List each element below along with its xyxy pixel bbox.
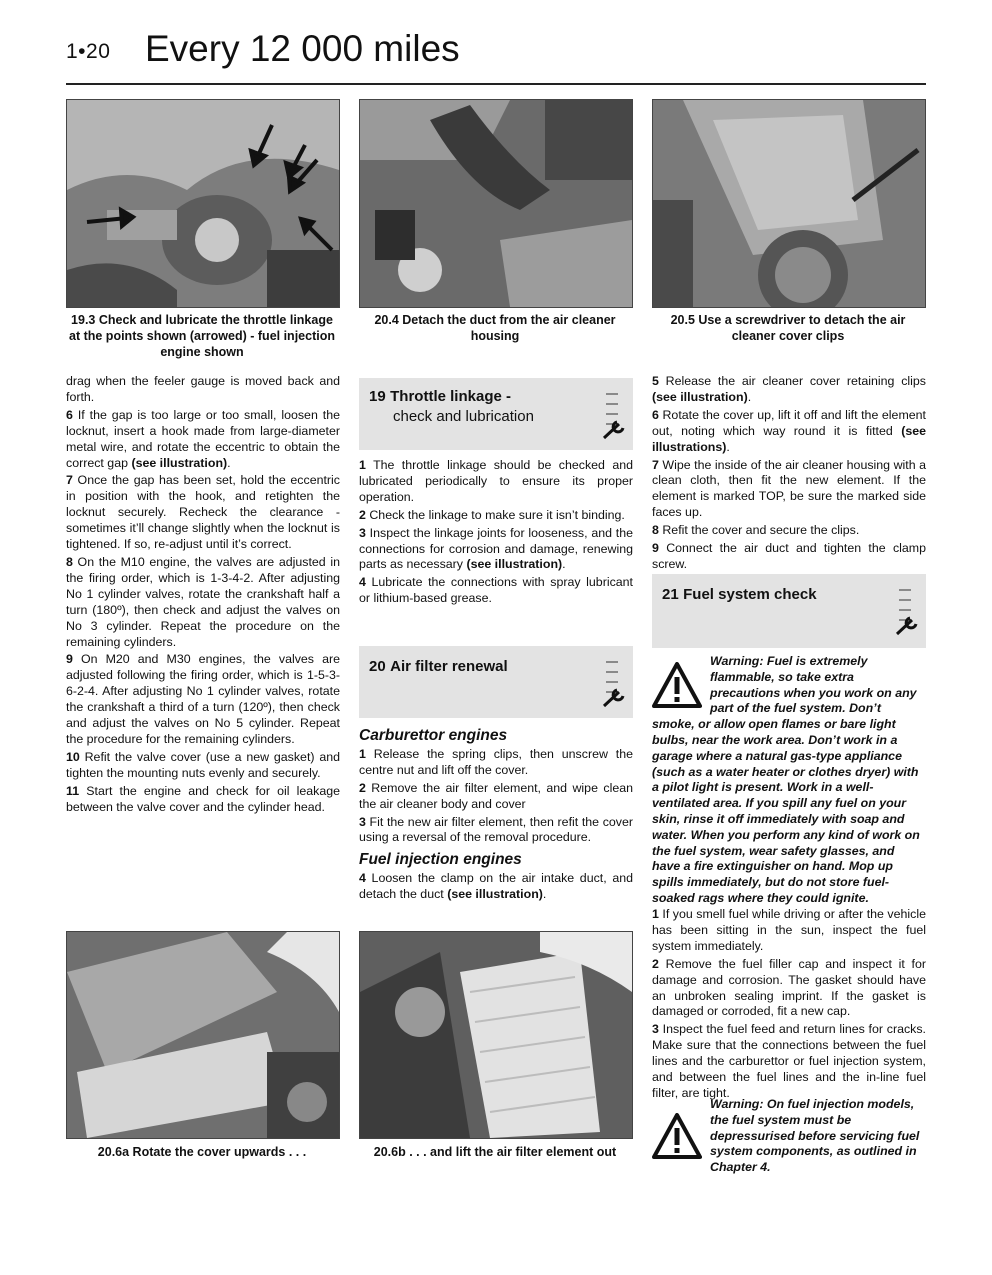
illustration-reference: (see illustration): [447, 887, 543, 902]
paragraph-number: 11: [66, 783, 80, 798]
text-column-3a: [652, 374, 926, 575]
paragraph: [359, 781, 633, 813]
paragraph-number: 3: [359, 814, 366, 829]
punctuation: .: [747, 389, 752, 404]
paragraph: [652, 408, 926, 456]
paragraph: [359, 815, 633, 847]
paragraph: [359, 575, 633, 607]
paragraph-text: Inspect the fuel feed and return lines for cracks. Make sure that the connections between the fuel lines and the carburettor or fuel injection system, and between the fuel lines and the in-line fuel filter, are tight.: [652, 1022, 926, 1100]
paragraph-number: 5: [652, 374, 659, 388]
page-title: Every 12 000 miles: [145, 28, 460, 69]
paragraph-number: 6: [652, 407, 659, 422]
difficulty-spanner-icon: [601, 654, 627, 712]
paragraph-number: 10: [66, 749, 80, 764]
text-column-1: [66, 374, 340, 817]
difficulty-spanner-icon: [601, 386, 627, 444]
paragraph: [652, 541, 926, 573]
paragraph-number: 9: [652, 541, 659, 556]
paragraph-text: Loosen the clamp on the air intake duct, and detach the duct: [359, 871, 633, 902]
photo-caption: 20.5 Use a screwdriver to detach the air cleaner cover clips: [670, 313, 906, 343]
paragraph-number: 3: [652, 1022, 659, 1037]
paragraph: [66, 750, 340, 782]
paragraph: [359, 747, 633, 779]
paragraph-number: 1: [359, 458, 366, 472]
warning-triangle-icon: [652, 662, 702, 708]
paragraph: [66, 473, 340, 553]
photo-air-duct: [359, 99, 633, 308]
photo-cover-clips: [652, 99, 926, 308]
photo-throttle-linkage: [66, 99, 340, 308]
header-rule: [66, 83, 926, 85]
punctuation: .: [542, 887, 547, 902]
paragraph: [652, 523, 926, 539]
paragraph: [652, 374, 926, 406]
text-column-2b: [359, 722, 633, 905]
paragraph-text: Wipe the inside of the air cleaner housing with a clean cloth, then fit the new element. If the element is marked TOP, be sure the marked side faces up.: [652, 457, 926, 520]
paragraph-text: Rotate the cover up, lift it off and lift the element out, noting which way round it is fitted: [652, 407, 926, 438]
depressurise-warning-block: [652, 1097, 926, 1176]
paragraph-text: Release the air cleaner cover retaining clips: [658, 374, 926, 388]
punctuation: .: [227, 455, 231, 470]
paragraph-number: 1: [359, 746, 366, 761]
illustration-reference: (see illustration): [131, 455, 228, 470]
paragraph-text: Release the spring clips, then unscrew the centre nut and lift off the cover.: [359, 746, 633, 777]
section-title: Fuel system check: [683, 586, 817, 603]
paragraph-text: Start the engine and check for oil leakage between the valve cover and the cylinder head.: [66, 783, 340, 814]
photo-caption: 20.6a Rotate the cover upwards . . .: [97, 1145, 307, 1159]
warning-text: Warning: On fuel injection models, the fuel system must be depressurised before servicing fuel system components, as outlined in Chapter 4.: [710, 1097, 920, 1175]
section-number: 19: [369, 388, 386, 405]
paragraph-number: 3: [359, 525, 366, 540]
paragraph-number: 8: [66, 554, 73, 569]
paragraph-text: Refit the valve cover (use a new gasket) and tighten the mounting nuts evenly and securely.: [66, 749, 340, 780]
paragraph-text: Remove the air filter element, and wipe clean the air cleaner body and cover: [359, 780, 633, 811]
paragraph-text: Remove the fuel filler cap and inspect it for damage and corrosion. The gasket should have an unbroken sealing imprint. If the gasket is damaged or corroded, fit a new cap.: [652, 956, 926, 1019]
section-number: 21: [662, 586, 679, 603]
paragraph-number: 2: [652, 956, 659, 971]
paragraph-number: 9: [66, 652, 73, 667]
punctuation: .: [726, 439, 730, 454]
paragraph-text: Lubricate the connections with spray lubricant or lithium-based grease.: [359, 575, 633, 606]
paragraph-text: If the gap is too large or too small, loosen the locknut, insert a hook made from large-diameter metal wire, and rotate the eccentric to obtain the correct gap: [66, 407, 340, 470]
section-21-heading-box: [652, 574, 926, 648]
paragraph-text: On the M10 engine, the valves are adjusted in the firing order, which is 1-3-4-2. After adjusting No 1 cylinder valves, rotate the crankshaft half a turn (180º), then check and adjust the valves on No 3 cylinder. Repeat the procedure on the remaining cylinders.: [66, 554, 340, 649]
paragraph-number: 7: [66, 473, 73, 488]
photo-caption: 20.4 Detach the duct from the air cleaner housing: [374, 313, 616, 343]
page-number: 1•20: [66, 40, 111, 63]
paragraph-text: Once the gap has been set, hold the eccentric in position with the hook, and retighten the locknut securely. Recheck the clearance - sometimes it’ll change slightly when the locknut is tightened. If so, re-adjust until it’s correct.: [66, 473, 340, 552]
warning-text: Warning: Fuel is extremely flammable, so take extra precautions when you work on any part of the fuel system. Don’t smoke, or allow open flames or bare light bulbs, near the work area. Don’t work in a garage where a natural gas-type appliance (such as a water heater or clothes dryer) with a pilot light is present. Work in a well-ventilated area. If you spill any fuel on your skin, rinse it off immediately with soap and water. When you perform any kind of work on the fuel system, wear safety glasses, and have a fire extinguisher on hand. Mop up spills immediately, but do not store fuel-soaked rags where they could ignite.: [652, 654, 920, 905]
paragraph-number: 6: [66, 407, 73, 422]
paragraph: [359, 508, 633, 524]
photo-lift-filter: [359, 931, 633, 1139]
paragraph-text: Refit the cover and secure the clips.: [658, 523, 860, 538]
paragraph: [359, 526, 633, 574]
paragraph: [652, 458, 926, 522]
section-number: 20: [369, 658, 386, 675]
text-column-2a: [359, 458, 633, 609]
illustration-reference: (see illustration): [652, 389, 748, 404]
paragraph: [359, 458, 633, 506]
paragraph-number: 8: [652, 523, 659, 538]
paragraph-text: Fit the new air filter element, then refit the cover using a reversal of the removal procedure.: [359, 814, 633, 845]
paragraph: [66, 555, 340, 650]
paragraph-text: Inspect the linkage joints for looseness, and the connections for corrosion and damage, renewing parts as necessary: [359, 525, 633, 572]
fuel-warning-block: [652, 654, 926, 907]
text-column-3b: [652, 907, 926, 1104]
paragraph: [66, 652, 340, 747]
paragraph: [66, 408, 340, 472]
section-subtitle: check and lubrication: [393, 408, 534, 425]
paragraph-text: If you smell fuel while driving or after the vehicle has been sitting in the sun, inspect the fuel system immediately.: [652, 907, 926, 953]
photo-rotate-cover: [66, 931, 340, 1139]
illustration-reference: (see illustrations): [652, 423, 926, 454]
paragraph: [66, 374, 340, 406]
paragraph-number: 4: [359, 575, 366, 590]
illustration-reference: (see illustration): [466, 557, 563, 572]
subsection-heading: Carburettor engines: [359, 727, 508, 744]
photo-caption: 19.3 Check and lubricate the throttle linkage at the points shown (arrowed) - fuel injection engine shown: [69, 313, 335, 359]
paragraph-text: Connect the air duct and tighten the clamp screw.: [652, 541, 926, 571]
paragraph: [66, 784, 340, 816]
difficulty-spanner-icon: [894, 582, 920, 640]
paragraph-text: The throttle linkage should be checked and lubricated periodically to ensure its proper operation.: [359, 458, 633, 504]
photo-caption: 20.6b . . . and lift the air filter element out: [373, 1145, 617, 1159]
paragraph-text: On M20 and M30 engines, the valves are adjusted following the firing order, which is 1-5-3-6-2-4. After adjusting No 1 cylinder valves, rotate the crankshaft a third of a turn (120º), then check and adjust the valves on No 5 cylinder. Repeat the procedure for the remaining cylinders.: [66, 652, 340, 746]
paragraph: [652, 957, 926, 1021]
paragraph-number: 4: [359, 871, 366, 886]
section-19-heading-box: [359, 378, 633, 450]
paragraph-number: 2: [359, 507, 366, 522]
warning-triangle-icon: [652, 1113, 702, 1159]
paragraph-text: Check the linkage to make sure it isn’t binding.: [365, 507, 625, 522]
section-title: Throttle linkage -: [390, 388, 511, 405]
section-title: Air filter renewal: [390, 658, 508, 675]
subsection-heading: Fuel injection engines: [359, 851, 522, 869]
section-20-heading-box: [359, 646, 633, 718]
paragraph-number: 1: [652, 907, 659, 921]
paragraph: [359, 871, 633, 903]
paragraph: [652, 1022, 926, 1102]
paragraph: [652, 907, 926, 955]
paragraph-number: 7: [652, 457, 659, 472]
paragraph-text: drag when the feeler gauge is moved back and forth.: [66, 374, 340, 404]
paragraph-number: 2: [359, 780, 366, 795]
punctuation: .: [562, 557, 566, 572]
